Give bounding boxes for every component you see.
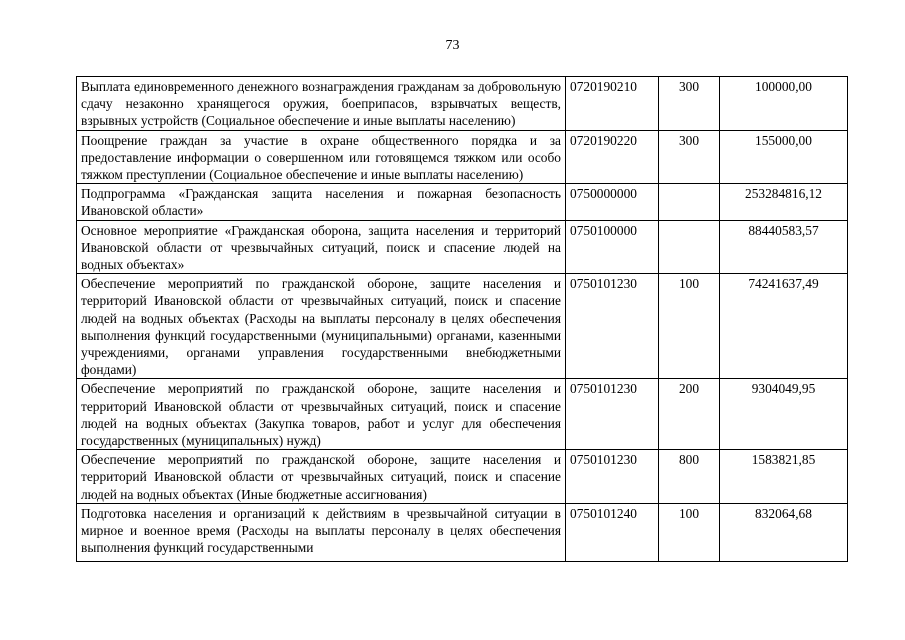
row-amount: 74241637,49	[720, 274, 848, 379]
row-target-code: 0750000000	[566, 184, 659, 220]
row-expense-type: 300	[659, 130, 720, 184]
row-target-code: 0750101230	[566, 450, 659, 504]
table-row	[77, 184, 848, 220]
row-description: Обеспечение мероприятий по гражданской обороне, защите населения и территорий Ивановской области от чрезвычайных ситуаций, поиск и спасение людей на водных объектах (Иные бюджетные ассигнования)	[77, 450, 566, 504]
row-amount: 1583821,85	[720, 450, 848, 504]
table-row	[77, 220, 848, 274]
row-description: Подпрограмма «Гражданская защита населения и пожарная безопасность Ивановской области»	[77, 184, 566, 220]
row-amount: 88440583,57	[720, 220, 848, 274]
row-expense-type: 100	[659, 503, 720, 561]
row-target-code: 0720190220	[566, 130, 659, 184]
page-number: 73	[445, 38, 460, 53]
table-row	[77, 77, 848, 131]
row-target-code: 0750101240	[566, 503, 659, 561]
table-row	[77, 130, 848, 184]
row-description: Основное мероприятие «Гражданская оборона, защита населения и территорий Ивановской области от чрезвычайных ситуаций, поиск и спасение людей на водных объектах»	[77, 220, 566, 274]
table-row	[77, 379, 848, 450]
table-row	[77, 503, 848, 561]
row-amount: 832064,68	[720, 503, 848, 561]
row-description: Поощрение граждан за участие в охране общественного порядка и за предоставление информации о совершенном или готовящемся тяжком или особо тяжком преступлении (Социальное обеспечение и иные выплаты населению)	[77, 130, 566, 184]
row-amount: 100000,00	[720, 77, 848, 131]
row-amount: 9304049,95	[720, 379, 848, 450]
row-expense-type: 300	[659, 77, 720, 131]
row-expense-type	[659, 220, 720, 274]
row-expense-type: 800	[659, 450, 720, 504]
row-description: Подготовка населения и организаций к действиям в чрезвычайной ситуации в мирное и военное время (Расходы на выплаты персоналу в целях обеспечения выполнения функций государственными	[77, 503, 566, 561]
row-expense-type: 100	[659, 274, 720, 379]
row-description: Обеспечение мероприятий по гражданской обороне, защите населения и территорий Ивановской области от чрезвычайных ситуаций, поиск и спасение людей на водных объектах (Расходы на выплаты персоналу в целях обеспечения выполнения функций государственными (муниципальными) органами, казенными учреждениями, органами управления государственными внебюджетными фондами)	[77, 274, 566, 379]
row-target-code: 0750101230	[566, 379, 659, 450]
row-target-code: 0750100000	[566, 220, 659, 274]
row-expense-type: 200	[659, 379, 720, 450]
budget-table	[76, 76, 848, 562]
row-expense-type	[659, 184, 720, 220]
row-target-code: 0720190210	[566, 77, 659, 131]
table-row	[77, 274, 848, 379]
row-amount: 253284816,12	[720, 184, 848, 220]
table-row	[77, 450, 848, 504]
row-target-code: 0750101230	[566, 274, 659, 379]
row-description: Выплата единовременного денежного вознаграждения гражданам за добровольную сдачу незаконно хранящегося оружия, боеприпасов, взрывчатых веществ, взрывных устройств (Социальное обеспечение и иные выплаты населению)	[77, 77, 566, 131]
row-amount: 155000,00	[720, 130, 848, 184]
row-description: Обеспечение мероприятий по гражданской обороне, защите населения и территорий Ивановской области от чрезвычайных ситуаций, поиск и спасение людей на водных объектах (Закупка товаров, работ и услуг для обеспечения государственных (муниципальных) нужд)	[77, 379, 566, 450]
